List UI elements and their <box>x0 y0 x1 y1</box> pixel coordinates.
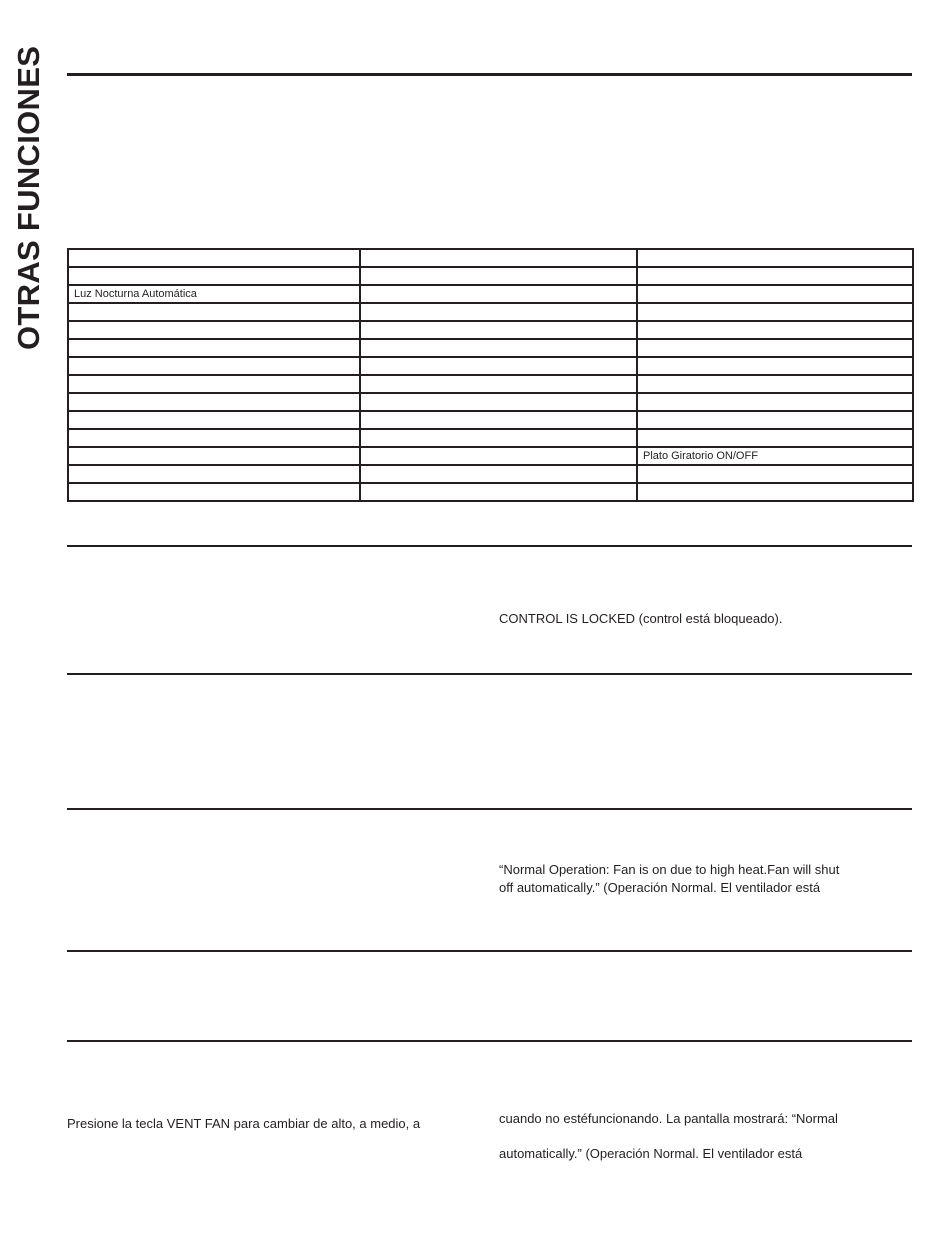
table-cell <box>68 411 360 429</box>
table-cell <box>360 465 637 483</box>
table-row <box>68 375 913 393</box>
table-cell <box>360 285 637 303</box>
side-section-title: OTRAS FUNCIONES <box>11 45 46 350</box>
table-cell <box>637 483 913 501</box>
table-row <box>68 447 913 465</box>
table-cell <box>637 339 913 357</box>
table-row <box>68 411 913 429</box>
table-row <box>68 339 913 357</box>
vent-fan-instruction: Presione la tecla VENT FAN para cambiar de alto, a medio, a <box>67 1116 421 1131</box>
table-cell <box>68 357 360 375</box>
features-table <box>67 248 914 502</box>
table-row <box>68 483 913 501</box>
section-divider-5 <box>67 1040 912 1042</box>
table-cell <box>360 447 637 465</box>
control-locked-text: CONTROL IS LOCKED (control está bloqueado). <box>499 611 783 626</box>
table-cell <box>68 267 360 285</box>
table-row <box>68 429 913 447</box>
table-cell <box>360 393 637 411</box>
table-cell <box>360 303 637 321</box>
table-row <box>68 249 913 267</box>
table-row <box>68 303 913 321</box>
table-cell <box>68 249 360 267</box>
table-cell <box>637 285 913 303</box>
table-cell <box>637 321 913 339</box>
section-divider-1 <box>67 545 912 547</box>
table-cell <box>637 357 913 375</box>
section-divider-4 <box>67 950 912 952</box>
table-cell <box>360 321 637 339</box>
table-row <box>68 465 913 483</box>
table-cell <box>68 465 360 483</box>
table-cell <box>68 339 360 357</box>
table-cell <box>637 249 913 267</box>
table-cell <box>360 429 637 447</box>
table-cell: Plato Giratorio ON/OFF <box>637 447 913 465</box>
table-cell <box>68 321 360 339</box>
features-table-body <box>68 249 913 501</box>
table-row <box>68 357 913 375</box>
fan-notice-line-2: off automatically.” (Operación Normal. El ventilador está <box>499 880 821 895</box>
table-cell <box>360 357 637 375</box>
fan-notice-line-1: “Normal Operation: Fan is on due to high heat.Fan will shut <box>499 862 840 877</box>
table-cell <box>68 447 360 465</box>
table-cell <box>68 393 360 411</box>
table-row <box>68 321 913 339</box>
section-divider-3 <box>67 808 912 810</box>
vent-fan-display-line-2: automatically.” (Operación Normal. El ventilador está <box>499 1146 803 1161</box>
table-cell <box>637 267 913 285</box>
table-cell <box>360 267 637 285</box>
table-cell <box>637 303 913 321</box>
table-cell <box>360 249 637 267</box>
table-cell <box>68 303 360 321</box>
table-cell <box>637 429 913 447</box>
table-cell <box>637 375 913 393</box>
table-cell <box>637 393 913 411</box>
vent-fan-display-line-1: cuando no estéfuncionando. La pantalla mostrará: “Normal <box>499 1111 838 1126</box>
table-cell <box>68 375 360 393</box>
table-row <box>68 267 913 285</box>
table-cell <box>360 411 637 429</box>
table-row <box>68 393 913 411</box>
table-row <box>68 285 913 303</box>
table-cell <box>637 411 913 429</box>
table-cell <box>360 375 637 393</box>
table-cell <box>360 339 637 357</box>
table-cell <box>360 483 637 501</box>
table-cell <box>68 429 360 447</box>
table-cell <box>68 483 360 501</box>
section-divider-2 <box>67 673 912 675</box>
table-cell: Luz Nocturna Automática <box>68 285 360 303</box>
top-rule <box>67 73 912 76</box>
table-cell <box>637 465 913 483</box>
